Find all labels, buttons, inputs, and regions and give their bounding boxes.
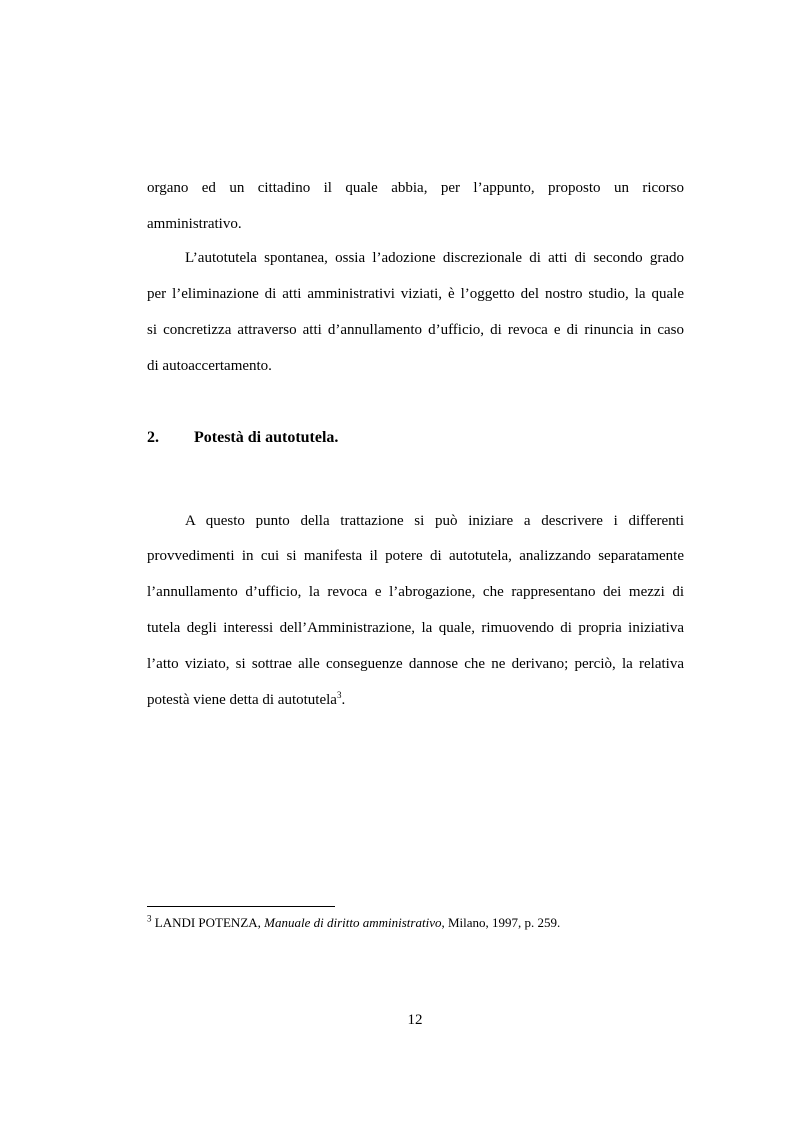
paragraph-3-line-4: tutela degli interessi dell’Amministrazione, la quale, rimuovendo di propria iniziativa (147, 620, 684, 636)
paragraph-3-line-6 (147, 691, 684, 709)
paragraph-3-line-2: provvedimenti in cui si manifesta il potere di autotutela, analizzando separatamente (147, 548, 684, 564)
paragraph-1-line-2: amministrativo. (147, 216, 242, 232)
paragraph-3-line-5: l’atto viziato, si sottrae alle conseguenze dannose che ne derivano; perciò, la relativa (147, 656, 684, 672)
footnote-work-title: Manuale di diritto amministrativo (264, 915, 442, 930)
section-number: 2. (147, 429, 159, 446)
paragraph-2-line-3: si concretizza attraverso atti d’annullamento d’ufficio, di revoca e di rinuncia in caso (147, 322, 684, 338)
footnote-mark: 3 (147, 913, 152, 924)
paragraph-2-line-4: di autoaccertamento. (147, 358, 272, 374)
paragraph-2-line-2: per l’eliminazione di atti amministrativi viziati, è l’oggetto del nostro studio, la quale (147, 286, 684, 302)
footnote (147, 915, 560, 931)
footnote-reference: 3 (336, 690, 342, 700)
paragraph-3-line-3: l’annullamento d’ufficio, la revoca e l’abrogazione, che rappresentano dei mezzi di (147, 584, 684, 600)
footnote-author: LANDI POTENZA, (151, 915, 265, 930)
paragraph-1-line-1: organo ed un cittadino il quale abbia, per l’appunto, proposto un ricorso (147, 180, 684, 196)
paragraph-3-line-6-end: . (341, 692, 346, 708)
section-title: Potestà di autotutela. (194, 429, 339, 446)
paragraph-2-line-1: L’autotutela spontanea, ossia l’adozione discrezionale di atti di secondo grado (185, 250, 684, 266)
footnote-details: , Milano, 1997, p. 259. (441, 915, 561, 930)
paragraph-3-line-1: A questo punto della trattazione si può iniziare a descrivere i differenti (185, 513, 684, 529)
footnote-separator (147, 906, 335, 907)
paragraph-3-line-6-text: potestà viene detta di autotutela (147, 692, 337, 708)
page-number: 12 (407, 1012, 423, 1028)
